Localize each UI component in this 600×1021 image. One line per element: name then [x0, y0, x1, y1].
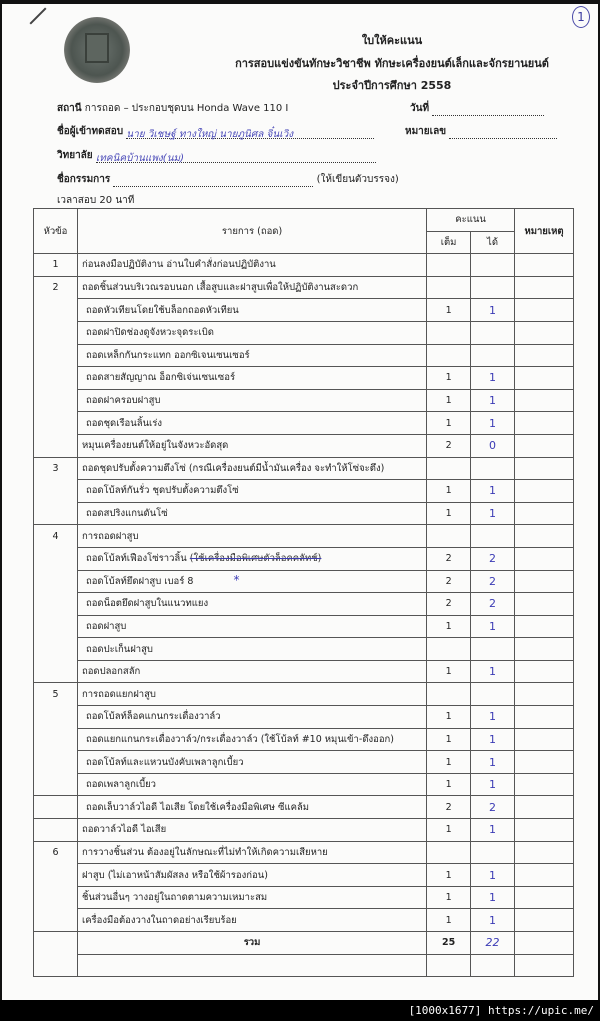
- item-cell: ถอดเพลาลูกเบี้ยว: [77, 773, 426, 796]
- table-row: [34, 773, 574, 796]
- item-cell: ถอดฝาครอบฝาสูบ: [77, 389, 426, 412]
- topic-cell: [34, 367, 78, 390]
- topic-cell: [34, 502, 78, 525]
- table-row: [34, 389, 574, 412]
- remark-cell[interactable]: [515, 276, 574, 299]
- remark-cell[interactable]: [515, 751, 574, 774]
- item-text: ถอดโบ้ลท์ยึดฝาสูบ เบอร์ 8: [85, 576, 194, 588]
- full-score-cell: 1: [427, 706, 471, 729]
- total-got-score[interactable]: 22: [471, 932, 515, 955]
- full-score-cell: 2: [427, 570, 471, 593]
- topic-cell: [34, 706, 78, 729]
- full-score-cell: 1: [427, 864, 471, 887]
- remark-cell[interactable]: [515, 254, 574, 277]
- full-score-cell: [427, 344, 471, 367]
- remark-cell[interactable]: [515, 502, 574, 525]
- header-score: คะแนน: [427, 209, 515, 232]
- table-row: [34, 660, 574, 683]
- got-score-cell[interactable]: 1: [471, 502, 515, 525]
- exam-time: เวลาสอบ 20 นาที: [57, 195, 135, 206]
- topic-cell: [34, 321, 78, 344]
- full-score-cell: 1: [427, 886, 471, 909]
- got-score-cell[interactable]: 1: [471, 480, 515, 503]
- table-row: [34, 299, 574, 322]
- got-score-cell[interactable]: 1: [471, 886, 515, 909]
- table-row: [34, 683, 574, 706]
- topic-cell: [34, 389, 78, 412]
- got-score-cell[interactable]: [471, 638, 515, 661]
- full-score-cell: 1: [427, 299, 471, 322]
- item-cell: การถอดฝาสูบ: [77, 525, 426, 548]
- page-number: 1: [572, 6, 590, 28]
- item-cell: ถอดฝาสูบ: [77, 615, 426, 638]
- full-score-cell: [427, 457, 471, 480]
- committee-note: (ให้เขียนตัวบรรจง): [316, 174, 399, 185]
- full-score-cell: 1: [427, 909, 471, 932]
- pen-mark: [30, 8, 47, 25]
- college-label: วิทยาลัย: [57, 150, 93, 161]
- table-row: [34, 864, 574, 887]
- item-cell: [77, 954, 426, 977]
- struck-out-text: (ใช้เครื่องมือพิเศษตัวล็อคคลัทช์): [189, 553, 322, 565]
- document-subtitle: การสอบแข่งขันทักษะวิชาชีพ ทักษะเครื่องยนต์เล็กและจักรยานยนต์: [235, 57, 549, 70]
- remark-cell[interactable]: [515, 819, 574, 842]
- table-row: [34, 819, 574, 842]
- item-cell: ถอดชิ้นส่วนบริเวณรอบนอก เสื้อสูบและฝาสูบเพื่อให้ปฏิบัติงานสะดวก: [77, 276, 426, 299]
- station-field: [57, 101, 288, 116]
- got-score-cell[interactable]: 0: [471, 434, 515, 457]
- table-row: [34, 886, 574, 909]
- remark-cell[interactable]: [515, 547, 574, 570]
- remark-cell[interactable]: [515, 593, 574, 616]
- table-row: [34, 480, 574, 503]
- full-score-cell: [427, 276, 471, 299]
- remark-cell[interactable]: [515, 932, 574, 955]
- table-row: [34, 502, 574, 525]
- got-score-cell[interactable]: 1: [471, 615, 515, 638]
- item-cell: หมุนเครื่องยนต์ให้อยู่ในจังหวะอัดสุด: [77, 434, 426, 457]
- remark-cell[interactable]: [515, 728, 574, 751]
- table-row: [34, 412, 574, 435]
- remark-cell[interactable]: [515, 773, 574, 796]
- got-score-cell[interactable]: [471, 321, 515, 344]
- remark-cell[interactable]: [515, 909, 574, 932]
- topic-cell: [34, 954, 78, 977]
- topic-cell: [34, 480, 78, 503]
- table-row: [34, 615, 574, 638]
- got-score-cell[interactable]: 1: [471, 773, 515, 796]
- item-cell: ถอดปะเก็นฝาสูบ: [77, 638, 426, 661]
- table-row: [34, 638, 574, 661]
- topic-cell: [34, 886, 78, 909]
- remark-cell[interactable]: [515, 570, 574, 593]
- table-row: [34, 796, 574, 819]
- total-row: [34, 932, 574, 955]
- total-label: รวม: [77, 932, 426, 955]
- item-cell: ถอดสปริงแกนดันโซ่: [77, 502, 426, 525]
- examinee-field: [57, 124, 374, 139]
- header-got: ได้: [471, 231, 515, 254]
- item-cell: ฝาสูบ (ไม่เอาหน้าสัมผัสลง หรือใช้ผ้ารองก่อน): [77, 864, 426, 887]
- committee-input[interactable]: [113, 175, 313, 187]
- full-score-cell: 1: [427, 502, 471, 525]
- table-row: [34, 321, 574, 344]
- got-score-cell[interactable]: [471, 841, 515, 864]
- remark-cell[interactable]: [515, 299, 574, 322]
- number-field: [405, 124, 557, 139]
- item-cell: ถอดโบ้ลท์กันรั่ว ชุดปรับตั้งความตึงโซ่: [77, 480, 426, 503]
- table-row: [34, 841, 574, 864]
- got-score-cell[interactable]: [471, 254, 515, 277]
- got-score-cell[interactable]: 2: [471, 593, 515, 616]
- topic-cell: 4: [34, 525, 78, 548]
- full-score-cell: 1: [427, 480, 471, 503]
- number-label: หมายเลข: [405, 126, 447, 137]
- remark-cell[interactable]: [515, 660, 574, 683]
- remark-cell[interactable]: [515, 434, 574, 457]
- remark-cell[interactable]: [515, 796, 574, 819]
- table-row: [34, 276, 574, 299]
- topic-cell: 2: [34, 276, 78, 299]
- table-row: [34, 367, 574, 390]
- got-score-cell[interactable]: 1: [471, 864, 515, 887]
- got-score-cell[interactable]: 1: [471, 660, 515, 683]
- topic-cell: [34, 593, 78, 616]
- got-score-cell[interactable]: [471, 457, 515, 480]
- item-cell: [77, 547, 426, 570]
- blank-row: [34, 954, 574, 977]
- item-cell: ถอดน็อตยึดฝาสูบในแนวทแยง: [77, 593, 426, 616]
- item-cell: ก่อนลงมือปฏิบัติงาน อ่านใบคำสั่งก่อนปฏิบัติงาน: [77, 254, 426, 277]
- topic-cell: [34, 751, 78, 774]
- committee-label: ชื่อกรรมการ: [57, 174, 111, 185]
- header-topic: หัวข้อ: [34, 209, 78, 254]
- table-row: [34, 706, 574, 729]
- station-value: การถอด – ประกอบชุดบน Honda Wave 110 I: [84, 103, 289, 114]
- got-score-cell[interactable]: 2: [471, 547, 515, 570]
- item-cell: การถอดแยกฝาสูบ: [77, 683, 426, 706]
- remark-cell[interactable]: [515, 367, 574, 390]
- image-host-watermark: [1000x1677] https://upic.me/: [0, 1000, 600, 1021]
- item-cell: การวางชิ้นส่วน ต้องอยู่ในลักษณะที่ไม่ทำให้เกิดความเสียหาย: [77, 841, 426, 864]
- date-field: [410, 101, 544, 116]
- total-full-score: 25: [427, 932, 471, 955]
- remark-cell[interactable]: [515, 638, 574, 661]
- full-score-cell: [427, 321, 471, 344]
- remark-cell[interactable]: [515, 480, 574, 503]
- topic-cell: [34, 728, 78, 751]
- academic-year: ประจำปีการศึกษา 2558: [332, 79, 452, 92]
- item-cell: ถอดปลอกสลัก: [77, 660, 426, 683]
- table-row: [34, 547, 574, 570]
- got-score-cell[interactable]: [471, 276, 515, 299]
- table-row: [34, 344, 574, 367]
- table-row: [34, 434, 574, 457]
- got-score-cell[interactable]: [471, 683, 515, 706]
- topic-cell: 3: [34, 457, 78, 480]
- got-score-cell[interactable]: 1: [471, 819, 515, 842]
- item-cell: ถอดแยกแกนกระเดื่องวาล์ว/กระเดื่องวาล์ว (ใช้โบ้ลท์ #10 หมุนเข้า-ดึงออก): [77, 728, 426, 751]
- full-score-cell: 1: [427, 773, 471, 796]
- topic-cell: [34, 660, 78, 683]
- asterisk-mark-icon: *: [233, 573, 240, 588]
- got-score-cell[interactable]: [471, 525, 515, 548]
- header-item: รายการ (ถอด): [77, 209, 426, 254]
- topic-cell: [34, 547, 78, 570]
- college-input[interactable]: เทคนิคบ้านแพง(นม): [96, 151, 376, 163]
- table-row: [34, 751, 574, 774]
- remark-cell[interactable]: [515, 615, 574, 638]
- full-score-cell: 1: [427, 367, 471, 390]
- topic-cell: [34, 615, 78, 638]
- remark-cell[interactable]: [515, 389, 574, 412]
- document-title: ใบให้คะแนน: [361, 34, 423, 47]
- got-score-cell[interactable]: 2: [471, 796, 515, 819]
- got-score-cell[interactable]: [471, 344, 515, 367]
- item-cell: ถอดฝาปิดช่องดูจังหวะจุดระเบิด: [77, 321, 426, 344]
- remark-cell[interactable]: [515, 954, 574, 977]
- topic-cell: [34, 932, 78, 955]
- topic-cell: [34, 412, 78, 435]
- item-cell: ถอดสายสัญญาณ อ็อกซิเจ่นเซนเซอร์: [77, 367, 426, 390]
- got-score-cell[interactable]: 1: [471, 412, 515, 435]
- topic-cell: [34, 638, 78, 661]
- score-rows: [34, 254, 574, 977]
- item-cell: ถอดชุดปรับตั้งความตึงโซ่ (กรณีเครื่องยนต์มีน้ำมันเครื่อง จะทำให้โซ่จะตึง): [77, 457, 426, 480]
- full-score-cell: 2: [427, 434, 471, 457]
- full-score-cell: [427, 841, 471, 864]
- date-input[interactable]: [432, 104, 544, 116]
- number-input[interactable]: [449, 127, 557, 139]
- full-score-cell: [427, 954, 471, 977]
- full-score-cell: 1: [427, 819, 471, 842]
- institution-seal-logo: [64, 17, 130, 83]
- topic-cell: [34, 819, 78, 842]
- item-cell: [77, 570, 426, 593]
- remark-cell[interactable]: [515, 412, 574, 435]
- item-cell: ถอดโบ้ลท์ล็อคแกนกระเดื่องวาล์ว: [77, 706, 426, 729]
- header-remark: หมายเหตุ: [515, 209, 574, 254]
- full-score-cell: [427, 683, 471, 706]
- full-score-cell: 1: [427, 751, 471, 774]
- full-score-cell: 1: [427, 728, 471, 751]
- remark-cell[interactable]: [515, 457, 574, 480]
- score-table: [33, 208, 574, 977]
- topic-cell: [34, 299, 78, 322]
- remark-cell[interactable]: [515, 525, 574, 548]
- table-row: [34, 909, 574, 932]
- got-score-cell[interactable]: 1: [471, 706, 515, 729]
- got-score-cell[interactable]: 1: [471, 299, 515, 322]
- topic-cell: 5: [34, 683, 78, 706]
- item-cell: ถอดโบ้ลท์และแหวนบังคับเพลาลูกเบี้ยว: [77, 751, 426, 774]
- full-score-cell: 2: [427, 796, 471, 819]
- got-score-cell[interactable]: 1: [471, 728, 515, 751]
- got-score-cell[interactable]: 2: [471, 570, 515, 593]
- topic-cell: [34, 344, 78, 367]
- full-score-cell: 1: [427, 412, 471, 435]
- table-row: [34, 728, 574, 751]
- item-cell: ถอดเหล็กกันกระแทก ออกซิเจนเซนเซอร์: [77, 344, 426, 367]
- item-text: ถอดโบ้ลท์เฟืองโซ่ราวลิ้น: [85, 553, 187, 565]
- examinee-input[interactable]: นาย วิเชษฐ์ ทางใหญ่ นายภูนิศล จิ๋นเวิง: [126, 127, 374, 139]
- table-row: [34, 457, 574, 480]
- full-score-cell: [427, 254, 471, 277]
- item-cell: ถอดหัวเทียนโดยใช้บล็อกถอดหัวเทียน: [77, 299, 426, 322]
- full-score-cell: [427, 638, 471, 661]
- remark-cell[interactable]: [515, 864, 574, 887]
- got-score-cell[interactable]: [471, 954, 515, 977]
- remark-cell[interactable]: [515, 321, 574, 344]
- topic-cell: [34, 570, 78, 593]
- full-score-cell: 2: [427, 593, 471, 616]
- got-score-cell[interactable]: 1: [471, 909, 515, 932]
- table-row: [34, 254, 574, 277]
- topic-cell: [34, 864, 78, 887]
- item-cell: ชิ้นส่วนอื่นๆ วางอยู่ในถาดตามความเหมาะสม: [77, 886, 426, 909]
- full-score-cell: 1: [427, 660, 471, 683]
- item-cell: ถอดวาล์วไอดี ไอเสีย: [77, 819, 426, 842]
- table-row: [34, 593, 574, 616]
- got-score-cell[interactable]: 1: [471, 389, 515, 412]
- topic-cell: 1: [34, 254, 78, 277]
- item-cell: ถอดชุดเรือนลิ้นเร่ง: [77, 412, 426, 435]
- got-score-cell[interactable]: 1: [471, 751, 515, 774]
- full-score-cell: 2: [427, 547, 471, 570]
- remark-cell[interactable]: [515, 841, 574, 864]
- topic-cell: [34, 909, 78, 932]
- committee-field: [57, 172, 399, 187]
- full-score-cell: [427, 525, 471, 548]
- item-cell: เครื่องมือต้องวางในถาดอย่างเรียบร้อย: [77, 909, 426, 932]
- full-score-cell: 1: [427, 615, 471, 638]
- station-label: สถานี: [57, 103, 82, 114]
- remark-cell[interactable]: [515, 344, 574, 367]
- topic-cell: [34, 434, 78, 457]
- college-field: [57, 148, 376, 163]
- topic-cell: [34, 773, 78, 796]
- table-row: [34, 570, 574, 593]
- examinee-label: ชื่อผู้เข้าทดสอบ: [57, 126, 124, 137]
- topic-cell: 6: [34, 841, 78, 864]
- remark-cell[interactable]: [515, 706, 574, 729]
- date-label: วันที่: [410, 103, 430, 114]
- table-row: [34, 525, 574, 548]
- full-score-cell: 1: [427, 389, 471, 412]
- scan-border: [2, 0, 600, 4]
- got-score-cell[interactable]: 1: [471, 367, 515, 390]
- remark-cell[interactable]: [515, 683, 574, 706]
- item-cell: ถอดเล็บวาล์วไอดี ไอเสีย โดยใช้เครื่องมือพิเศษ ซีแคล้ม: [77, 796, 426, 819]
- remark-cell[interactable]: [515, 886, 574, 909]
- header-full: เต็ม: [427, 231, 471, 254]
- topic-cell: [34, 796, 78, 819]
